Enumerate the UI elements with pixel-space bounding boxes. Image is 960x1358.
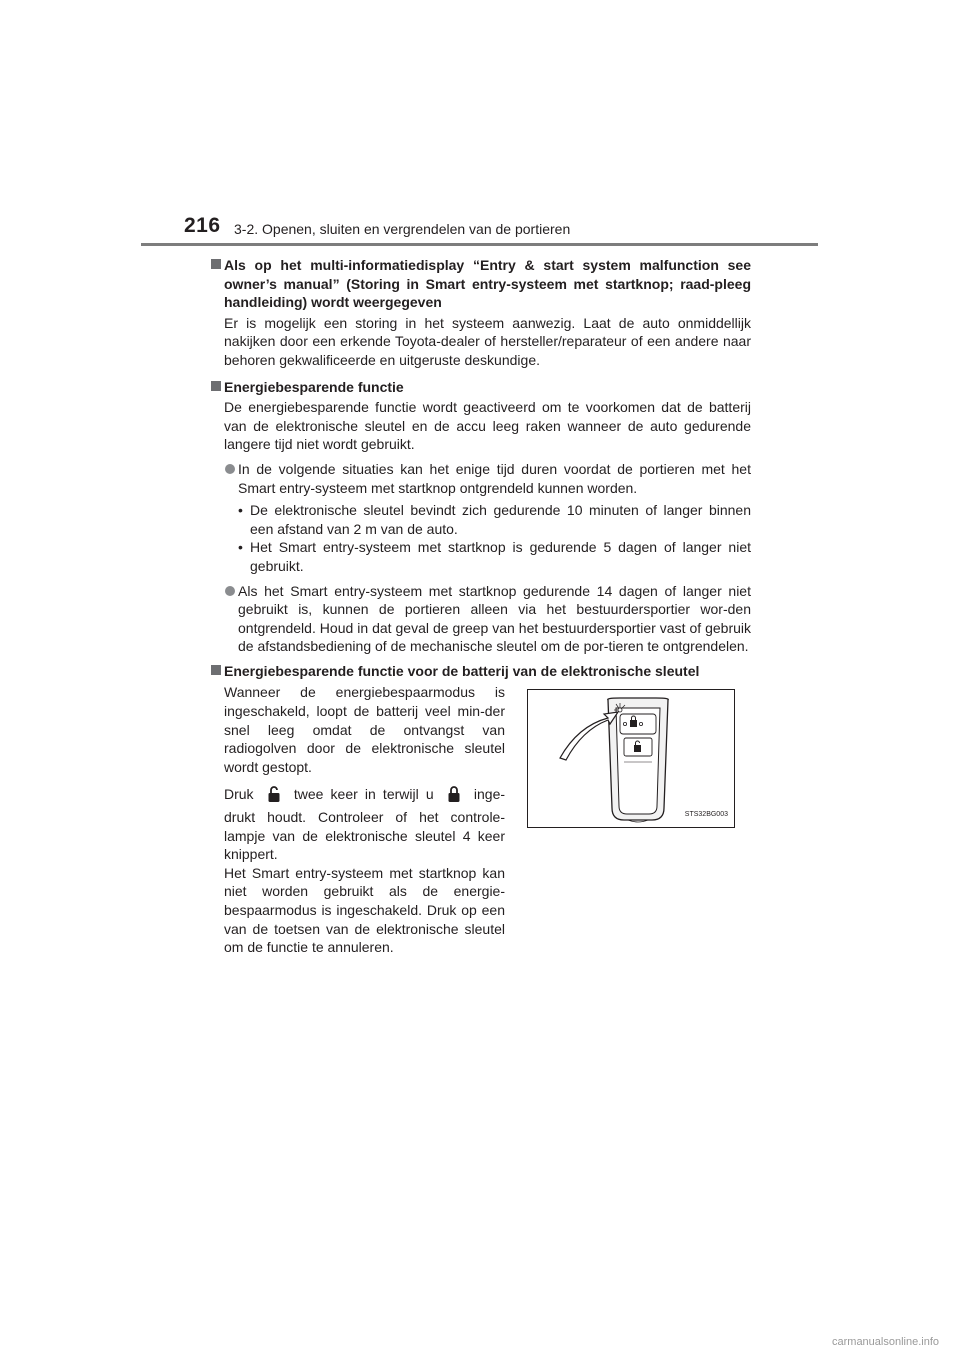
square-bullet-icon [211, 259, 221, 269]
sub-list-item-text: De elektronische sleutel bevindt zich gedurende 10 minuten of langer binnen een afstand van 2 m van de auto. [250, 502, 751, 537]
round-bullet-icon [225, 586, 235, 596]
page-content [211, 256, 751, 973]
sub-bullet-mark: • [238, 502, 243, 519]
paragraph: Het Smart entry-systeem met startknop kan niet worden gebruikt als de energie-bespaarmodus is ingeschakeld. Druk op een van de toetsen van de elektronische sleutel om de functie te annuleren. [224, 864, 505, 956]
square-bullet-icon [211, 381, 221, 391]
list-item [211, 460, 751, 497]
section-heading-text: Energiebesparende functie [224, 378, 404, 395]
section-heading [211, 256, 751, 312]
sub-bullet-mark: • [238, 539, 243, 556]
paragraph: Wanneer de energiebespaarmodus is ingeschakeld, loopt de batterij veel min-der snel leeg omdat de ontvangst van radiogolven door de elektronische sleutel wordt gestopt. [224, 684, 505, 775]
header-rule [141, 243, 818, 246]
section-title: 3-2. Openen, sluiten en vergrendelen van de portieren [234, 221, 571, 237]
paragraph: Druk twee keer in terwijl u inge-drukt houdt. Controleer of het controle-lampje van de elektronische sleutel 4 keer knippert. [224, 786, 506, 863]
section-body: Er is mogelijk een storing in het systeem aanwezig. Laat de auto onmiddellijk nakijken door een erkende Toyota-dealer of hersteller/reparateur of een andere naar behoren gekwalificeerde en uitgeruste deskundige. [224, 314, 751, 368]
square-bullet-icon [211, 665, 221, 675]
sub-list-item-text: Het Smart entry-systeem met startknop is gedurende 5 dagen of langer niet gebruikt. [250, 539, 751, 574]
sub-list-item [211, 538, 751, 575]
text-column [224, 683, 505, 965]
sub-list-item [211, 501, 751, 538]
unlock-icon [267, 785, 281, 808]
section-heading [211, 378, 751, 397]
section-heading-text: Energiebesparende functie voor de batterij van de elektronische sleutel [224, 662, 700, 679]
list-item-text: Als het Smart entry-systeem met startknop gedurende 14 dagen of langer niet gebruikt is, kunnen de portieren alleen via het bestuurdersportier wor-den ontgrendeld. Houd in dat geval de greep van het bestuurdersportier vast of gebruik de afstandsbediening of de mechanische sleutel om de por-tieren te ontgrendelen. [238, 582, 751, 655]
key-fob-figure [527, 689, 735, 828]
page-number: 216 [184, 214, 221, 237]
list-item-text: In de volgende situaties kan het enige tijd duren voordat de portieren met het Smart entry-systeem met startknop ontgrendeld kunnen worden. [238, 460, 751, 496]
section-with-figure [211, 683, 751, 973]
round-bullet-icon [225, 464, 235, 474]
watermark: carmanualsonline.info [832, 1336, 940, 1348]
list-item [211, 582, 751, 656]
section-heading-text: Als op het multi-informatiedisplay “Entry & start system malfunction see owner’s manual” (Storing in Smart entry-systeem met startknop; raad-pleeg handleiding) wordt weergegeven [224, 257, 751, 311]
page-header [0, 0, 960, 250]
section-heading [211, 662, 751, 681]
section-body: De energiebesparende functie wordt geactiveerd om te voorkomen dat de batterij van de elektronische sleutel en de accu leeg raken wanneer de auto gedurende langere tijd niet wordt gebruikt. [224, 399, 751, 453]
figure-code: STS32BG003 [684, 810, 728, 818]
lock-icon [447, 785, 461, 808]
